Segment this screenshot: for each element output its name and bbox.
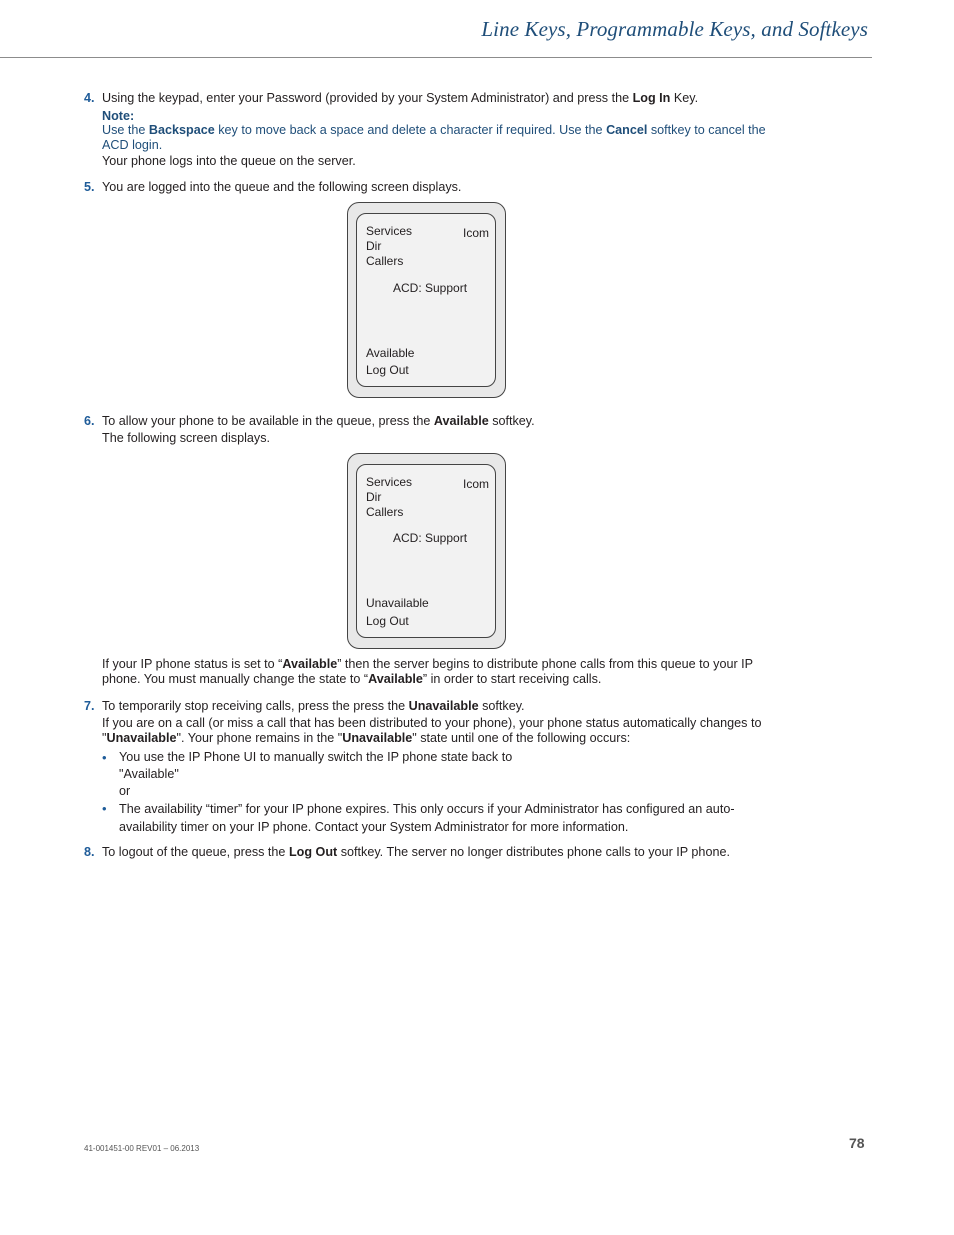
step-4-text: Using the keypad, enter your Password (provided by your System Administrator) and press the Log In Key. [102, 91, 699, 105]
acd-label: ACD: Support [393, 281, 468, 295]
menu-callers: Callers [366, 254, 404, 268]
page-header-title: Line Keys, Programmable Keys, and Softkeys [481, 17, 868, 41]
softkey-log-out: Log Out [366, 614, 409, 628]
header-divider [0, 57, 872, 58]
step-7-number: 7. [84, 699, 95, 713]
step-7-paragraph: If you are on a call (or miss a call that has been distributed to your phone), your phone status automatically changes to "Unavailable". Your phone remains in the "Unavailable" state until one of the following occurs: [102, 716, 762, 745]
step-4-result: Your phone logs into the queue on the server. [102, 154, 356, 168]
softkey-available: Available [366, 346, 415, 360]
bullet-1-line3: or [119, 784, 131, 798]
softkey-log-out: Log Out [366, 363, 409, 377]
bullet-1-line1: You use the IP Phone UI to manually switch the IP phone state back to [119, 750, 513, 764]
acd-label: ACD: Support [393, 531, 468, 545]
footer-doc-id: 41-001451-00 REV01 – 06.2013 [84, 1144, 200, 1153]
menu-dir: Dir [366, 239, 382, 253]
bullet-marker: • [102, 750, 107, 765]
phone-display-available [347, 202, 506, 398]
menu-icom: Icom [462, 477, 489, 491]
step-6-line2: The following screen displays. [102, 431, 270, 445]
step-8-number: 8. [84, 845, 95, 859]
note-text: Use the Backspace key to move back a space and delete a character if required. Use the Cancel softkey to cancel the ACD login. [102, 123, 766, 152]
menu-callers: Callers [366, 505, 404, 519]
step-6-text: To allow your phone to be available in the queue, press the Available softkey. [102, 414, 535, 428]
step-5-number: 5. [84, 180, 95, 194]
step-7-text: To temporarily stop receiving calls, press the press the Unavailable softkey. [102, 699, 525, 713]
step-4-number: 4. [84, 91, 95, 105]
step-8-text: To logout of the queue, press the Log Out softkey. The server no longer distributes phone calls to your IP phone. [102, 845, 730, 859]
bullet-marker: • [102, 801, 107, 816]
phone-display-unavailable [347, 453, 506, 649]
softkey-unavailable: Unavailable [366, 596, 429, 610]
menu-dir: Dir [366, 490, 382, 504]
bullet-1-line2: "Available" [119, 767, 179, 781]
page-number: 78 [849, 1135, 865, 1151]
step-5-text: You are logged into the queue and the following screen displays. [102, 180, 462, 194]
bullet-2-text: The availability “timer” for your IP phone expires. This only occurs if your Administrator has configured an auto-availability timer on your IP phone. Contact your System Administrator for more information. [119, 802, 735, 834]
note-label: Note: [102, 109, 135, 123]
phone-screen [356, 464, 496, 638]
phone-screen [356, 213, 496, 387]
status-paragraph: If your IP phone status is set to “Available” then the server begins to distribute phone calls from this queue to your IP phone. You must manually change the state to “Available” in order to start receiving calls. [102, 657, 753, 686]
menu-icom: Icom [462, 226, 489, 240]
step-6-number: 6. [84, 414, 95, 428]
menu-services: Services [366, 475, 413, 489]
menu-services: Services [366, 224, 413, 238]
